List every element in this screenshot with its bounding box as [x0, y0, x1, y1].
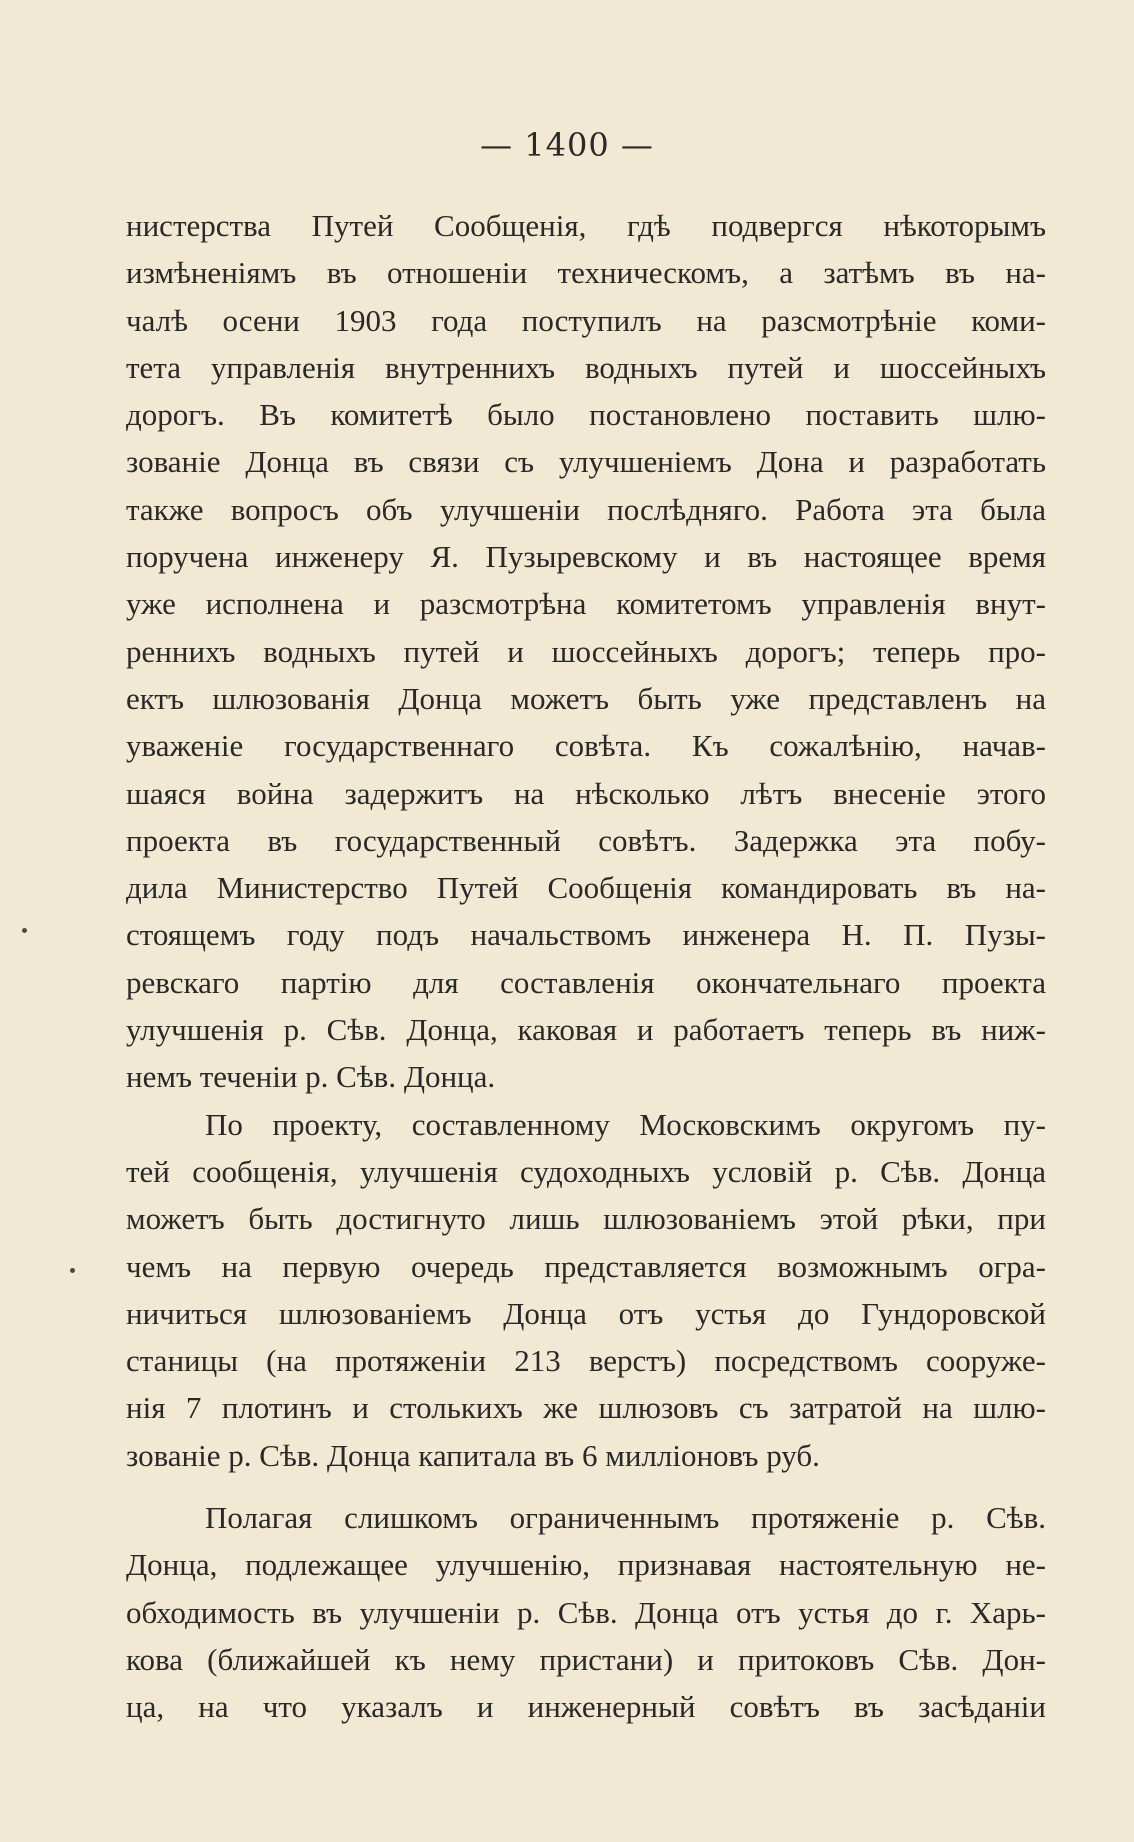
text-line: чалѣ осени 1903 года поступилъ на разсмотрѣніе коми- — [126, 302, 1046, 338]
text-line: кова (ближайшей къ нему пристани) и притоковъ Сѣв. Дон- — [126, 1641, 1046, 1677]
text-line: обходимость въ улучшеніи р. Сѣв. Донца отъ устья до г. Харь- — [126, 1594, 1046, 1630]
text-line: дорогъ. Въ комитетѣ было постановлено поставить шлю- — [126, 397, 1046, 433]
text-line: зованіе Донца въ связи съ улучшеніемъ Дона и разработать — [126, 444, 1046, 480]
text-line: шаяся война задержитъ на нѣсколько лѣтъ внесеніе этого — [126, 775, 1046, 811]
text-line: реннихъ водныхъ путей и шоссейныхъ дорогъ; теперь про- — [126, 633, 1046, 669]
body-text — [126, 202, 1046, 1731]
margin-mark — [22, 928, 27, 933]
text-line: станицы (на протяженіи 213 верстъ) посредствомъ сооруже- — [126, 1343, 1046, 1379]
text-line: ничиться шлюзованіемъ Донца отъ устья до Гундоровской — [126, 1295, 1046, 1331]
text-line: зованіе р. Сѣв. Донца капитала въ 6 милліоновъ руб. — [126, 1437, 820, 1473]
text-line: также вопросъ объ улучшеніи послѣдняго. Работа эта была — [126, 491, 1046, 527]
paragraph — [126, 1101, 1046, 1479]
text-line: тей сообщенія, улучшенія судоходныхъ условій р. Сѣв. Донца — [126, 1153, 1046, 1189]
text-line: ревскаго партію для составленія окончательнаго проекта — [126, 964, 1046, 1000]
text-line: нистерства Путей Сообщенія, гдѣ подвергся нѣкоторымъ — [126, 208, 1046, 243]
text-line: дила Министерство Путей Сообщенія командировать въ на- — [126, 870, 1046, 906]
text-line: ектъ шлюзованія Донца можетъ быть уже представленъ на — [126, 680, 1046, 716]
paragraph — [126, 1494, 1046, 1730]
margin-mark — [70, 1268, 75, 1273]
text-line: чемъ на первую очередь представляется возможнымъ огра- — [126, 1248, 1046, 1284]
text-line: уже исполнена и разсмотрѣна комитетомъ управленія внут- — [126, 586, 1046, 622]
text-line: Донца, подлежащее улучшенію, признавая настоятельную не- — [126, 1547, 1046, 1583]
text-line: улучшенія р. Сѣв. Донца, каковая и работаетъ теперь въ ниж- — [126, 1012, 1046, 1048]
page-number: — 1400 — — [480, 126, 654, 164]
text-line: поручена инженеру Я. Пузыревскому и въ настоящее время — [126, 539, 1046, 575]
text-line: Полагая слишкомъ ограниченнымъ протяженіе р. Сѣв. — [205, 1500, 1046, 1536]
text-line: По проекту, составленному Московскимъ округомъ пу- — [205, 1106, 1046, 1142]
text-line: тета управленія внутреннихъ водныхъ путей и шоссейныхъ — [126, 349, 1046, 385]
text-line: стоящемъ году подъ начальствомъ инженера Н. П. Пузы- — [126, 917, 1046, 953]
text-line: немъ теченіи р. Сѣв. Донца. — [126, 1059, 496, 1095]
text-line: ца, на что указалъ и инженерный совѣтъ въ засѣданіи — [126, 1689, 1046, 1725]
text-line: уваженіе государственнаго совѣта. Къ сожалѣнію, начав- — [126, 728, 1046, 764]
paragraph — [126, 202, 1046, 1101]
text-line: измѣненіямъ въ отношеніи техническомъ, а затѣмъ въ на- — [126, 255, 1046, 291]
text-line: проекта въ государственный совѣтъ. Задержка эта побу- — [126, 822, 1046, 858]
text-line: нія 7 плотинъ и столькихъ же шлюзовъ съ затратой на шлю- — [126, 1390, 1046, 1426]
text-line: можетъ быть достигнуто лишь шлюзованіемъ этой рѣки, при — [126, 1201, 1046, 1237]
